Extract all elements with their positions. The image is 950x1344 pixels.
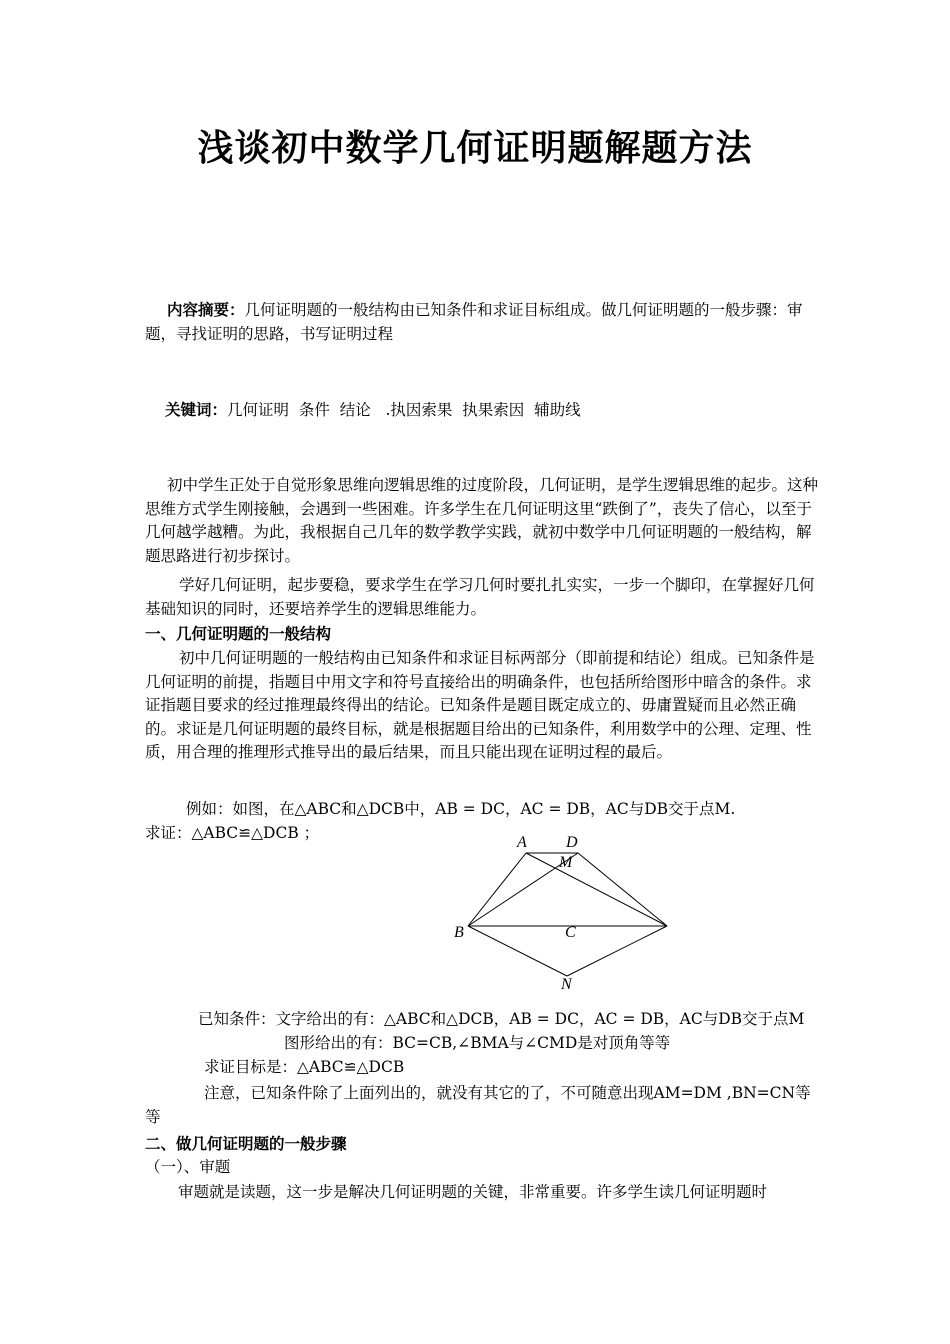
keywords-line (165, 398, 581, 423)
section2-heading: 二、做几何证明题的一般步骤 (145, 1134, 347, 1153)
label-A: A (517, 834, 527, 851)
label-D: D (566, 834, 578, 851)
label-C: C (565, 924, 576, 941)
note-line-2: 等 (145, 1108, 161, 1126)
intro-paragraph-1: 初中学生正处于自觉形象思维向逻辑思维的过度阶段，几何证明，是学生逻辑思维的起步。这种思维方式学生刚接触，会遇到一些困难。许多学生在几何证明这里“跌倒了”，丧失了信心，以至于几何越学越糟。为此，我根据自己几年的数学教学实践，就初中数学中几何证明题的一般结构，解题思路进行初步探讨。 (145, 476, 819, 565)
goal-line: 求证目标是：△ABC≌△DCB (204, 1058, 405, 1076)
example-line: 例如：如图，在△ABC和△DCB中，AB = DC，AC = DB，AC与DB交于点M. (186, 800, 736, 818)
label-N: N (561, 976, 572, 993)
segment-DC (578, 853, 667, 926)
segment-BN (468, 926, 567, 976)
prove-line: 求证：△ABC≌△DCB ； (145, 824, 320, 842)
segment-AB (468, 853, 526, 926)
keywords-text: 几何证明 条件 结论 .执因索果 执果索因 辅助线 (227, 401, 581, 419)
keywords-label: 关键词： (165, 400, 228, 419)
known-text-line: 已知条件：文字给出的有：△ABC和△DCB，AB = DC，AC = DB，AC与DB交于点M (198, 1010, 805, 1028)
abstract-paragraph (145, 298, 820, 346)
abstract-text: 几何证明题的一般结构由已知条件和求证目标组成。做几何证明题的一般步骤：审题，寻找证明的思路，书写证明过程 (145, 301, 803, 343)
known-figure-line: 图形给出的有：BC=CB,∠BMA与∠CMD是对顶角等等 (284, 1034, 671, 1052)
label-M: M (559, 854, 573, 871)
geometry-figure (445, 828, 705, 998)
section1-heading: 一、几何证明题的一般结构 (145, 624, 332, 643)
section2-sub1: （一）、审题 (145, 1158, 231, 1176)
segment-AC (526, 853, 667, 926)
page-title: 浅谈初中数学几何证明题解题方法 (197, 127, 753, 169)
note-line-1: 注意，已知条件除了上面列出的，就没有其它的了，不可随意出现AM=DM ,BN=CN等 (204, 1084, 811, 1102)
intro-paragraph-2: 学好几何证明，起步要稳，要求学生在学习几何时要扎扎实实，一步一个脚印，在掌握好几何基础知识的同时，还要培养学生的逻辑思维能力。 (145, 576, 815, 618)
section1-paragraph: 初中几何证明题的一般结构由已知条件和求证目标两部分（即前提和结论）组成。已知条件是几何证明的前提，指题目中用文字和符号直接给出的明确条件，也包括所给图形中暗含的条件。求证指题目要求的经过推理最终得出的结论。已知条件是题目既定成立的、毋庸置疑而且必然正确的。求证是几何证明题的最终目标，就是根据题目给出的已知条件，利用数学中的公理、定理、性质，用合理的推理形式推导出的最后结果，而且只能出现在证明过程的最后。 (145, 649, 815, 761)
section2-paragraph: 审题就是读题，这一步是解决几何证明题的关键，非常重要。许多学生读几何证明题时 (178, 1183, 768, 1201)
label-B: B (454, 924, 464, 941)
segment-CN (567, 926, 667, 976)
abstract-label: 内容摘要： (167, 300, 245, 319)
